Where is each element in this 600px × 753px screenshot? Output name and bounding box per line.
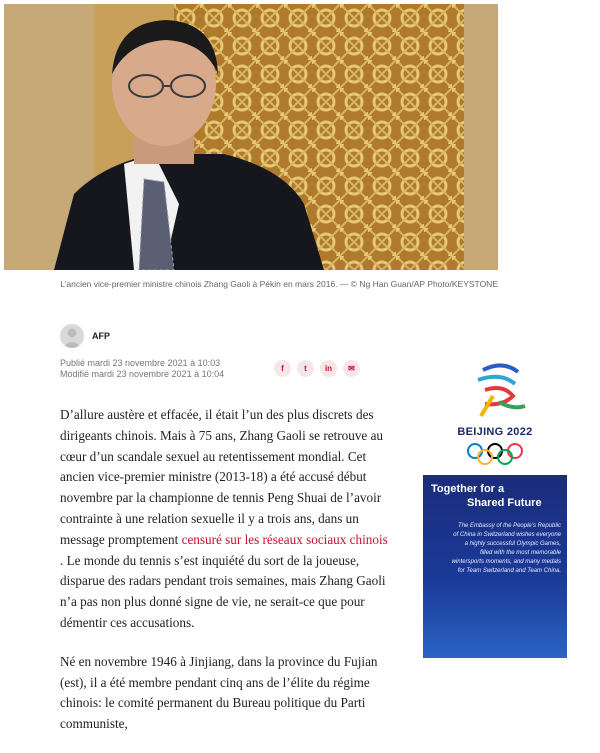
share-buttons [274,360,360,377]
facebook-icon: f [281,364,284,373]
avatar [60,324,84,348]
ad-body-line: of China in Switzerland wishes everyone [453,532,561,538]
email-icon: ✉ [348,364,355,373]
linkedin-icon: in [324,364,333,373]
ad-logo-text: BEIJING 2022 [457,426,533,438]
ad-headline: Shared Future [467,497,542,509]
twitter-share-button[interactable] [297,360,314,377]
ad-body-line: wintersports moments, and many medals [451,559,561,565]
article-body [60,405,390,753]
censored-link[interactable]: censuré sur les réseaux sociaux chinois [181,531,388,547]
advertisement[interactable] [423,350,567,658]
ad-body-text [433,522,561,576]
beijing-2022-emblem-icon [423,350,567,426]
facebook-share-button[interactable] [274,360,291,377]
ad-body-line: a highly successful Olympic Games, [464,541,561,547]
paragraph-text: D’allure austère et effacée, il était l’un des plus discrets des dirigeants chinois. Mais à 75 ans, Zhang Gaoli se retrouve au cœur d’un scandale sexuel au retentissement mondial. Cet ancien vice-premier ministre (2013-18) a été accusé début novembre par la championne de tennis Peng Shuai de l’avoir contrainte à une relation sexuelle il y a trois ans, dans un message promptement [60,407,384,547]
published-date: Publié mardi 23 novembre 2021 à 10:03 [60,358,221,368]
ad-body-line: The Embassy of the People’s Republic [458,523,561,529]
linkedin-share-button[interactable] [320,360,337,377]
ad-body-line: for Team Switzerland and Team China. [457,568,561,574]
paragraph-text: . Le monde du tennis s’est inquiété du sort de la joueuse, disparue des radars pendant trois semaines, mais Zhang Gaoli n’a pas non plus donné signe de vie, ne serait-ce que pour démentir ces accusations. [60,552,386,630]
ad-headline: Together for a [431,483,505,495]
article-photo [4,4,498,270]
user-icon [60,324,84,348]
article-paragraph: Né en novembre 1946 à Jinjiang, dans la province du Fujian (est), il a été membre pendant cinq ans de l’élite du régime chinois: le comité permanent du Bureau politique du Parti communiste, [60,653,378,732]
email-share-button[interactable] [343,360,360,377]
author-name[interactable]: AFP [92,331,110,341]
twitter-icon: t [304,364,307,373]
article-paragraph [60,405,390,634]
ad-body-line: filled with the most memorable [479,550,561,556]
olympic-rings-icon [465,443,525,465]
author-row [60,324,110,348]
article-dates [60,358,224,380]
photo-illustration [4,4,498,270]
photo-caption: L’ancien vice-premier ministre chinois Zhang Gaoli à Pékin en mars 2016. — © Ng Han Guan/AP Photo/KEYSTONE [60,279,498,289]
modified-date: Modifié mardi 23 novembre 2021 à 10:04 [60,369,225,379]
